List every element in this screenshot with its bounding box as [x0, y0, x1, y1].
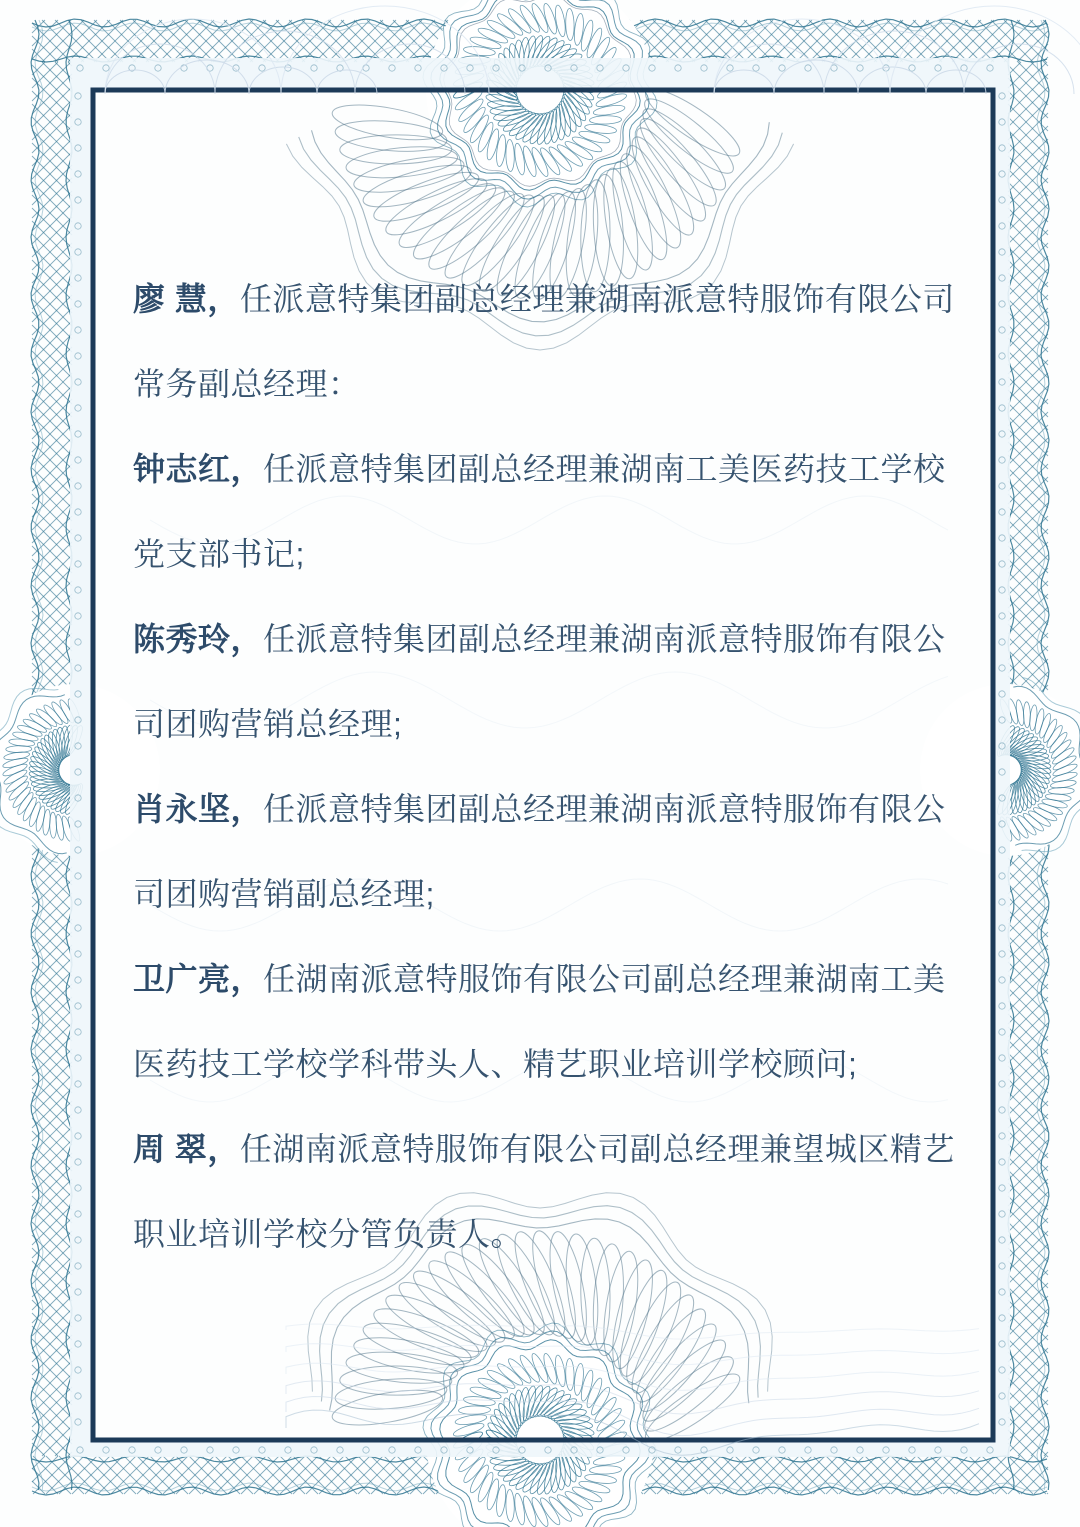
border-ornament	[1008, 451, 1048, 491]
appointment-text: 职业培训学校分管负责人。	[133, 1216, 524, 1252]
border-ornament	[42, 1426, 72, 1456]
border-ornament	[1008, 1144, 1048, 1184]
border-ornament	[1018, 1426, 1048, 1456]
border-ornament	[32, 130, 72, 170]
border-ornament	[32, 364, 72, 404]
border-ornament	[32, 1348, 72, 1388]
border-ornament	[32, 1209, 72, 1249]
border-ornament	[340, 134, 452, 164]
border-ornament	[42, 62, 72, 92]
border-ornament	[32, 884, 72, 924]
person-name: 钟志红，	[133, 451, 264, 487]
border-ornament	[32, 919, 72, 959]
border-ornament	[32, 594, 72, 634]
text-line	[133, 533, 973, 618]
border-ornament	[1008, 217, 1048, 257]
text-line	[133, 278, 973, 363]
border-ornament	[1008, 936, 1048, 976]
appointment-text: 党支部书记;	[133, 536, 305, 572]
person-name: 周 翠，	[133, 1131, 240, 1167]
text-line	[133, 448, 973, 533]
border-ornament	[32, 1001, 72, 1041]
border-ornament	[32, 247, 72, 287]
text-line	[133, 1043, 973, 1128]
border-ornament	[32, 74, 72, 114]
border-ornament	[32, 62, 45, 75]
border-ornament	[1018, 62, 1048, 92]
text-line	[133, 788, 973, 873]
border-ornament	[1008, 1413, 1048, 1453]
text-line	[133, 958, 973, 1043]
border-ornament	[1008, 390, 1048, 430]
appointment-text: 任湖南派意特服饰有限公司副总经理兼望城区精艺	[239, 1131, 955, 1167]
text-line	[133, 703, 973, 788]
border-ornament	[1008, 1378, 1048, 1418]
border-ornament	[1047, 1456, 1048, 1457]
border-ornament	[1008, 507, 1048, 547]
appointment-text: 任湖南派意特服饰有限公司副总经理兼湖南工美	[263, 961, 946, 997]
border-ornament	[1008, 1053, 1048, 1093]
border-ornament	[1008, 1088, 1048, 1128]
text-line	[133, 363, 973, 448]
border-ornament	[32, 282, 72, 322]
border-ornament	[1008, 1205, 1048, 1245]
border-ornament	[1008, 646, 1048, 686]
person-name: 陈秀玲，	[133, 621, 264, 657]
border-ornament	[32, 1313, 72, 1353]
border-ornament	[1047, 1493, 1048, 1494]
border-ornament	[32, 62, 71, 101]
border-ornament	[32, 572, 72, 612]
border-ornament	[1008, 1261, 1048, 1301]
person-name: 卫广亮，	[133, 961, 264, 997]
appointment-text: 任派意特集团副总经理兼湖南工美医药技工学校	[263, 451, 946, 487]
text-line	[133, 873, 973, 958]
border-ornament	[1008, 100, 1048, 140]
border-ornament	[1008, 299, 1048, 339]
appointment-text-block	[133, 278, 973, 1298]
border-ornament	[605, 158, 661, 274]
person-name: 肖永坚，	[133, 791, 264, 827]
border-ornament	[32, 269, 72, 309]
text-line	[133, 1128, 973, 1213]
appointment-text: 司团购营销总经理;	[133, 706, 403, 742]
person-name: 廖 慧，	[133, 281, 240, 317]
appointment-text: 任派意特集团副总经理兼湖南派意特服饰有限公	[263, 621, 946, 657]
text-line	[133, 618, 973, 703]
appointment-text: 司团购营销副总经理;	[133, 876, 435, 912]
border-ornament	[1008, 624, 1048, 664]
appointment-text: 常务副总经理：	[133, 366, 361, 402]
border-ornament	[1008, 854, 1048, 894]
border-ornament	[1008, 334, 1048, 374]
border-ornament	[1008, 949, 1048, 989]
border-ornament	[1008, 542, 1048, 582]
border-ornament	[32, 165, 72, 205]
appointment-text: 任派意特集团副总经理兼湖南派意特服饰有限公	[263, 791, 946, 827]
border-ornament	[1031, 1439, 1048, 1456]
text-line	[133, 1213, 973, 1298]
border-ornament	[1008, 62, 1034, 88]
border-ornament	[32, 20, 58, 46]
border-ornament	[32, 1231, 72, 1271]
border-ornament	[1008, 195, 1048, 235]
appointment-text: 医药技工学校学科带头人、精艺职业培训学校顾问;	[133, 1046, 858, 1082]
border-ornament	[32, 1118, 72, 1158]
border-ornament	[1008, 971, 1048, 1011]
border-ornament	[1008, 1430, 1034, 1456]
border-ornament	[32, 1326, 72, 1366]
appointment-text: 任派意特集团副总经理兼湖南派意特服饰有限公司	[239, 281, 955, 317]
border-ornament	[32, 559, 72, 599]
border-ornament	[32, 1140, 72, 1180]
